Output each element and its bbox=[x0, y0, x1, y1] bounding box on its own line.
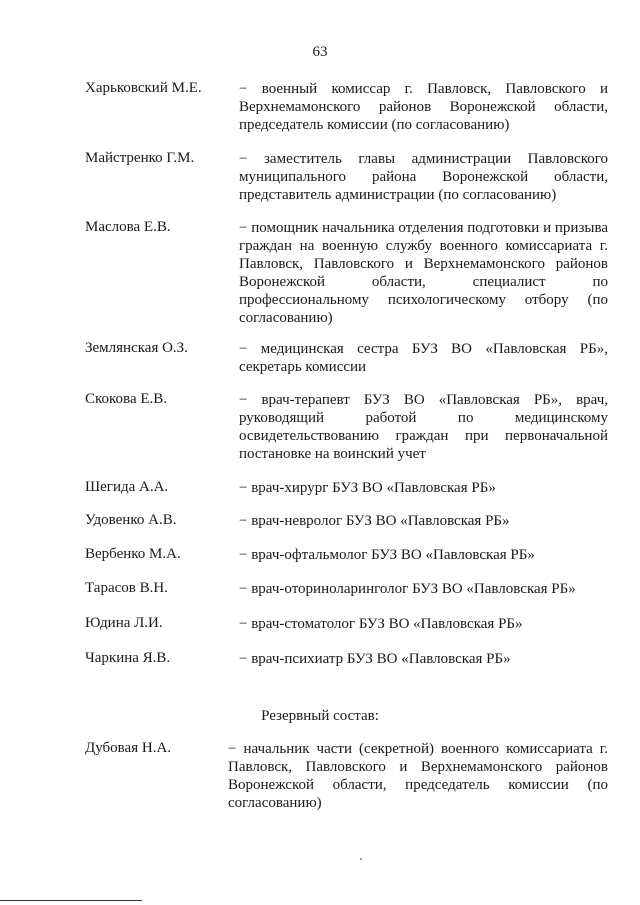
member-description: − врач-терапевт БУЗ ВО «Павловская РБ», врач, руководящий работой по медицинскому освидетельствованию граждан при первоначальной постановке на воинский учет bbox=[239, 392, 608, 462]
member-description: − медицинская сестра БУЗ ВО «Павловская РБ», секретарь комиссии bbox=[239, 341, 608, 375]
member-name: Тарасов В.Н. bbox=[85, 580, 168, 596]
member-name: Удовенко А.В. bbox=[85, 512, 177, 528]
member-name: Харьковский М.Е. bbox=[85, 80, 202, 96]
member-name: Юдина Л.И. bbox=[85, 615, 163, 631]
member-description: − врач-невролог БУЗ ВО «Павловская РБ» bbox=[239, 513, 510, 529]
member-name: Землянская О.З. bbox=[85, 340, 188, 356]
member-name: Шегида А.А. bbox=[85, 479, 169, 495]
reserve-heading: Резервный состав: bbox=[261, 708, 379, 724]
member-description: − военный комиссар г. Павловск, Павловского и Верхнемамонского районов Воронежской области, председатель комиссии (по согласованию) bbox=[239, 81, 608, 133]
member-name: Майстренко Г.М. bbox=[85, 150, 195, 166]
member-name: Дубовая Н.А. bbox=[85, 740, 172, 756]
member-name: Маслова Е.В. bbox=[85, 219, 171, 235]
member-description: − заместитель главы администрации Павловского муниципального района Воронежской области, представитель администрации (по согласованию) bbox=[239, 151, 608, 203]
member-description: − врач-офтальмолог БУЗ ВО «Павловская РБ» bbox=[239, 547, 535, 563]
member-description: − начальник части (секретной) военного комиссариата г. Павловск, Павловского и Верхнемамонского районов Воронежской области, председатель комиссии (по согласованию) bbox=[228, 741, 608, 811]
member-name: Скокова Е.В. bbox=[85, 391, 168, 407]
member-description: − врач-психиатр БУЗ ВО «Павловская РБ» bbox=[239, 651, 511, 667]
member-name: Вербенко М.А. bbox=[85, 546, 181, 562]
member-description: − врач-хирург БУЗ ВО «Павловская РБ» bbox=[239, 480, 496, 496]
footnote-rule bbox=[0, 900, 142, 901]
member-description: − помощник начальника отделения подготовки и призыва граждан на военную службу военного комиссариата г. Павловск, Павловского и Верхнемамонского районов Воронежской области, специалист по профессиональному психологическому отбору (по согласованию) bbox=[239, 220, 608, 326]
member-description: − врач-оториноларинголог БУЗ ВО «Павловская РБ» bbox=[239, 581, 576, 597]
member-name: Чаркина Я.В. bbox=[85, 650, 171, 666]
page-number: 63 bbox=[312, 44, 328, 60]
scan-mark bbox=[360, 858, 362, 860]
member-description: − врач-стоматолог БУЗ ВО «Павловская РБ» bbox=[239, 616, 523, 632]
